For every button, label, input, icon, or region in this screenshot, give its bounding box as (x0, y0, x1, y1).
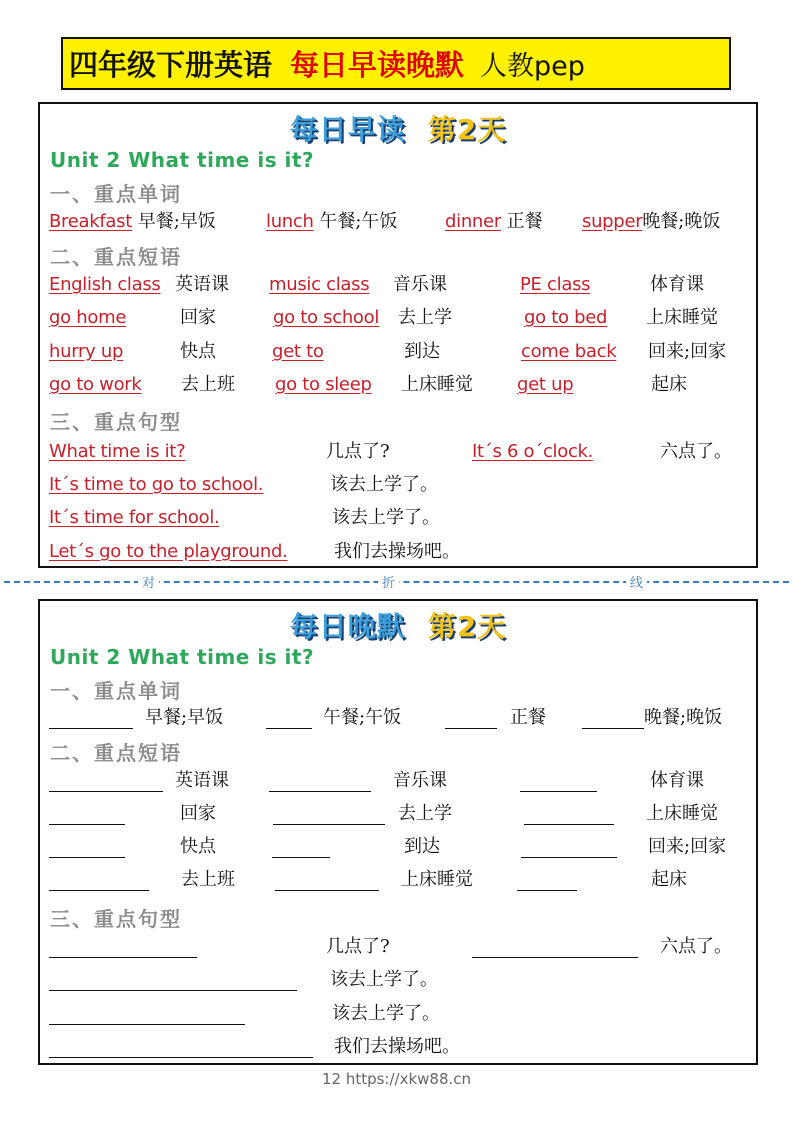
phrase-en: come back (521, 341, 617, 362)
phrase-cn: 上床睡觉 (401, 869, 473, 890)
phrase-cn: 起床 (651, 374, 687, 395)
evening-unit-heading: Unit 2 What time is it? (50, 645, 315, 669)
phrase-en: PE class (520, 274, 591, 295)
phrase-cn: 起床 (651, 869, 687, 890)
word-en: supper (582, 211, 643, 232)
word-cn: 正餐 (506, 211, 543, 232)
phrase-cn: 上床睡觉 (401, 374, 473, 395)
phrase-cn: 去上学 (398, 803, 452, 824)
phrase-en: go to bed (524, 307, 608, 328)
morning-section-phrases: 二、重点短语 (50, 245, 182, 269)
phrase-blank[interactable] (273, 803, 385, 825)
word-cn: 午餐;午饭 (323, 707, 402, 728)
phrase-cn: 英语课 (175, 274, 229, 295)
sentence-cn: 该去上学了。 (330, 474, 438, 495)
sentence-cn: 该去上学了。 (332, 1003, 440, 1024)
word-en: lunch (266, 211, 314, 232)
sentence-en: It´s time to go to school. (49, 474, 264, 495)
evening-section-phrases: 二、重点短语 (50, 741, 182, 765)
phrase-cn: 去上班 (181, 374, 235, 395)
phrase-en: go to school (273, 307, 380, 328)
banner-series-title: 每日早读晚默 (290, 48, 465, 82)
phrase-cn: 去上班 (181, 869, 235, 890)
morning-title (40, 108, 756, 148)
phrase-blank[interactable] (49, 836, 125, 858)
phrase-blank[interactable] (49, 869, 149, 891)
word-cn: 晚餐;晚饭 (642, 211, 721, 232)
phrase-en: get up (517, 374, 574, 395)
word-blank[interactable] (49, 707, 133, 729)
phrase-cn: 体育课 (650, 770, 704, 791)
phrase-en: hurry up (49, 341, 124, 362)
phrase-blank[interactable] (49, 803, 125, 825)
phrase-blank[interactable] (272, 836, 330, 858)
phrase-blank[interactable] (269, 770, 371, 792)
word-blank[interactable] (266, 707, 312, 729)
word-blank[interactable] (445, 707, 497, 729)
phrase-cn: 回家 (180, 803, 216, 824)
sentence-blank[interactable] (49, 1036, 313, 1058)
sentence-en: It´s 6 o´clock. (472, 441, 594, 462)
word-en: dinner (445, 211, 501, 232)
sentence-cn: 该去上学了。 (330, 969, 438, 990)
fold-line (0, 572, 793, 592)
evening-dictation-box (38, 599, 758, 1065)
fold-label-3: 线 (626, 572, 647, 591)
sentence-cn: 该去上学了。 (332, 507, 440, 528)
word-cn: 晚餐;晚饭 (644, 707, 723, 728)
phrase-cn: 回来;回家 (648, 836, 727, 857)
phrase-en: music class (269, 274, 370, 295)
sentence-cn: 我们去操场吧。 (334, 1036, 460, 1057)
phrase-en: go to work (49, 374, 142, 395)
word-cn: 早餐;早饭 (145, 707, 224, 728)
fold-label-1: 对 (138, 572, 159, 591)
phrase-cn: 去上学 (398, 307, 452, 328)
evening-title-text: 每日晚默 (289, 610, 406, 643)
sentence-cn: 六点了。 (660, 441, 732, 462)
phrase-en: go to sleep (275, 374, 372, 395)
evening-section-sentences: 三、重点句型 (50, 907, 182, 931)
phrase-blank[interactable] (524, 803, 614, 825)
phrase-en: get to (272, 341, 324, 362)
evening-section-words: 一、重点单词 (50, 679, 182, 703)
evening-day-label: 第2天 (427, 610, 507, 643)
page-footer: 12 https://xkw88.cn (321, 1070, 472, 1088)
sentence-en: What time is it? (49, 441, 186, 462)
phrase-cn: 回来;回家 (648, 341, 727, 362)
phrase-cn: 到达 (404, 836, 440, 857)
phrase-cn: 到达 (404, 341, 440, 362)
phrase-en: English class (49, 274, 161, 295)
word-cn: 午餐;午饭 (319, 211, 398, 232)
morning-section-words: 一、重点单词 (50, 182, 182, 206)
phrase-blank[interactable] (520, 770, 597, 792)
sentence-blank[interactable] (49, 969, 297, 991)
phrase-blank[interactable] (517, 869, 577, 891)
phrase-cn: 音乐课 (393, 770, 447, 791)
phrase-cn: 快点 (180, 341, 216, 362)
page-banner (61, 37, 731, 90)
word-en: Breakfast (49, 211, 132, 232)
phrase-blank[interactable] (49, 770, 163, 792)
sentence-en: It´s time for school. (49, 507, 220, 528)
sentence-en: Let´s go to the playground. (49, 541, 288, 562)
phrase-blank[interactable] (521, 836, 617, 858)
phrase-blank[interactable] (275, 869, 379, 891)
sentence-cn: 六点了。 (660, 936, 732, 957)
phrase-cn: 上床睡觉 (646, 307, 718, 328)
morning-reading-box (38, 102, 758, 568)
phrase-cn: 回家 (180, 307, 216, 328)
morning-day-label: 第2天 (427, 113, 507, 146)
phrase-cn: 体育课 (650, 274, 704, 295)
morning-unit-heading: Unit 2 What time is it? (50, 148, 315, 172)
phrase-cn: 快点 (180, 836, 216, 857)
morning-section-sentences: 三、重点句型 (50, 410, 182, 434)
banner-grade-title: 四年级下册英语 (69, 48, 273, 82)
sentence-cn: 我们去操场吧。 (334, 541, 460, 562)
sentence-blank[interactable] (49, 936, 197, 958)
sentence-blank[interactable] (49, 1003, 245, 1025)
phrase-en: go home (49, 307, 127, 328)
phrase-cn: 音乐课 (393, 274, 447, 295)
fold-label-2: 折 (378, 572, 399, 591)
word-blank[interactable] (582, 707, 644, 729)
sentence-cn: 几点了? (326, 441, 390, 462)
word-cn: 正餐 (510, 707, 546, 728)
word-cn: 早餐;早饭 (137, 211, 216, 232)
evening-title (40, 605, 756, 645)
phrase-cn: 英语课 (175, 770, 229, 791)
sentence-blank[interactable] (472, 936, 638, 958)
sentence-cn: 几点了? (326, 936, 390, 957)
banner-edition: 人教pep (480, 51, 585, 82)
morning-title-text: 每日早读 (289, 113, 406, 146)
phrase-cn: 上床睡觉 (646, 803, 718, 824)
